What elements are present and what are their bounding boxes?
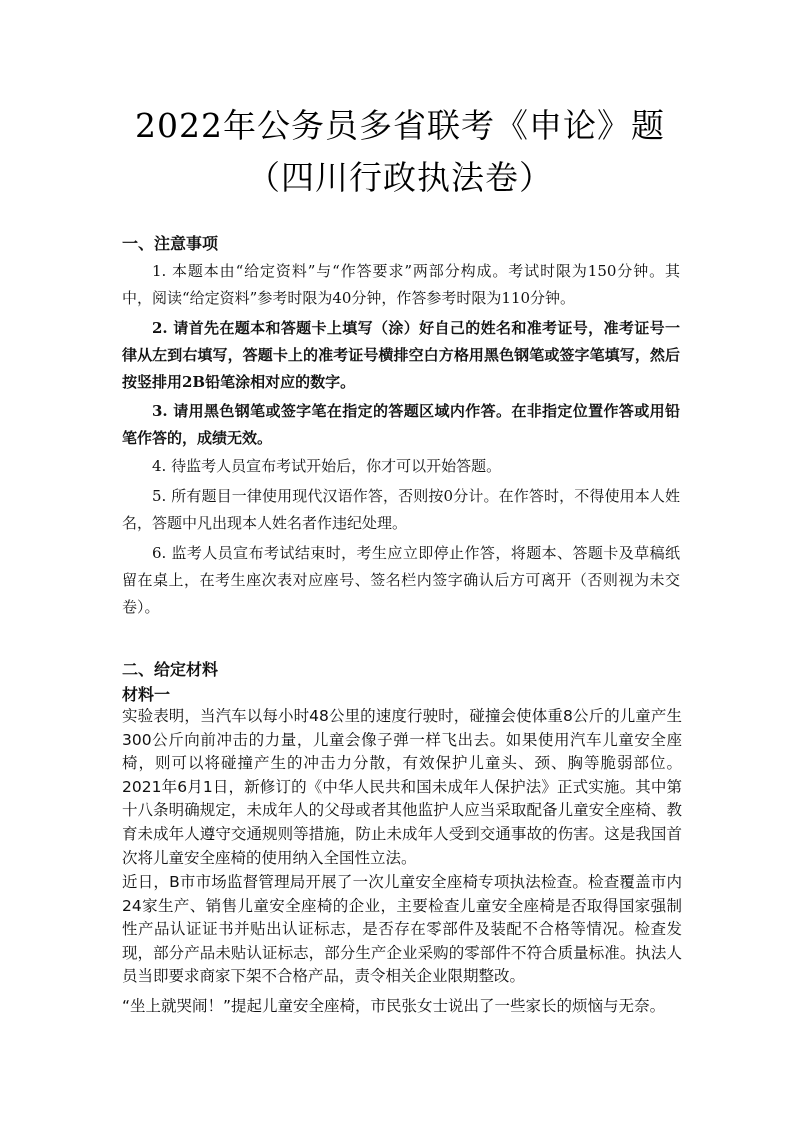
material-paragraph-2: 近日，B市市场监督管理局开展了一次儿童安全座椅专项执法检查。检查覆盖市内24家生产、销售儿童安全座椅的企业，主要检查儿童安全座椅是否取得国家强制性产品认证证书并贴出认证标志，是否存在零部件及装配不合格等情况。检查发现，部分产品未贴认证标志，部分生产企业采购的零部件不符合质量标准。执法人员当即要求商家下架不合格产品，责令相关企业限期整改。 bbox=[122, 873, 682, 986]
notice-item-4: 4. 待监考人员宣布考试开始后，你才可以开始答题。 bbox=[152, 457, 502, 475]
notice-item-1: 1. 本题本由“给定资料”与“作答要求”两部分构成。考试时限为150分钟。其中，阅读“给定资料”参考时限为40分钟，作答参考时限为110分钟。 bbox=[122, 262, 680, 307]
materials-heading: 二、给定材料 bbox=[122, 660, 219, 679]
notice-item-2: 2. 请首先在题本和答题卡上填写（涂）好自己的姓名和准考证号，准考证号一律从左到右填写，答题卡上的准考证号横排空白方格用黑色钢笔或签字笔填写，然后按竖排用2B铅笔涂相对应的数字。 bbox=[122, 319, 680, 391]
material1-label: 材料一 bbox=[122, 685, 171, 704]
document-title-line1: 2022年公务员多省联考《申论》题 bbox=[135, 106, 665, 145]
notice-item-5: 5. 所有题目一律使用现代汉语作答，否则按0分计。在作答时，不得使用本人姓名，答题中凡出现本人姓名者作违纪处理。 bbox=[122, 487, 680, 532]
notice-heading: 一、注意事项 bbox=[122, 234, 219, 253]
document-title-line2: （四川行政执法卷） bbox=[247, 158, 553, 197]
material-paragraph-1: 实验表明，当汽车以每小时48公里的速度行驶时，碰撞会使体重8公斤的儿童产生300公斤向前冲击的力量，儿童会像子弹一样飞出去。如果使用汽车儿童安全座椅，则可以将碰撞产生的冲击力分散，有效保护儿童头、颈、胸等脆弱部位。2021年6月1日，新修订的《中华人民共和国未成年人保护法》正式实施。其中第十八条明确规定，未成年人的父母或者其他监护人应当采取配备儿童安全座椅、教育未成年人遵守交通规则等措施，防止未成年人受到交通事故的伤害。这是我国首次将儿童安全座椅的使用纳入全国性立法。 bbox=[122, 707, 682, 867]
notice-item-6: 6. 监考人员宣布考试结束时，考生应立即停止作答，将题本、答题卡及草稿纸留在桌上，在考生座次表对应座号、签名栏内签字确认后方可离开（否则视为未交卷）。 bbox=[122, 544, 680, 616]
material-paragraph-3: “坐上就哭闹！”提起儿童安全座椅，市民张女士说出了一些家长的烦恼与无奈。 bbox=[122, 997, 666, 1015]
notice-item-3: 3. 请用黑色钢笔或签字笔在指定的答题区域内作答。在非指定位置作答或用铅笔作答的，成绩无效。 bbox=[122, 402, 680, 447]
